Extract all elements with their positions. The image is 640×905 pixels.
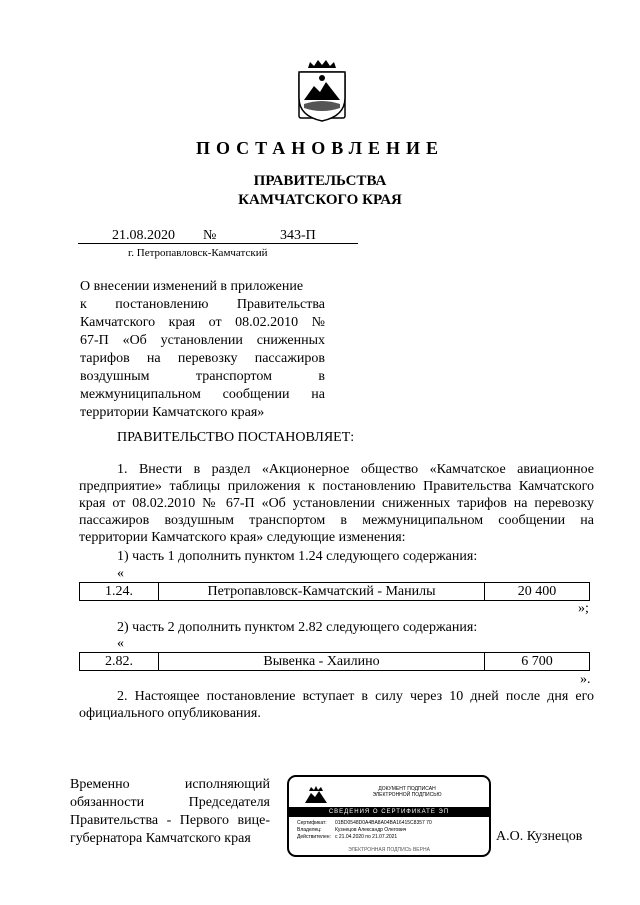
stamp-value: Кузнецов Александр Олегович	[335, 827, 407, 833]
subject-line: к постановлению Правительства	[80, 297, 325, 312]
stamp-header-line: ЭЛЕКТРОННОЙ ПОДПИСЬЮ	[372, 792, 442, 798]
subject-line: тарифов на перевозку пассажиров	[80, 351, 325, 366]
route-name: Вывенка - Хаилино	[159, 653, 485, 671]
row-number: 2.82.	[80, 653, 159, 671]
tariff-price: 6 700	[485, 653, 590, 671]
emblem-icon	[303, 785, 329, 805]
subject-line: Камчатского края от 08.02.2010 №	[80, 315, 325, 330]
table-row	[80, 583, 590, 601]
close-quote-2: ».	[580, 672, 591, 687]
subject-line: 67-П «Об установлении сниженных	[80, 333, 325, 348]
open-quote-2: «	[117, 636, 124, 651]
subject-line: О внесении изменений в приложение	[80, 279, 304, 294]
tariff-table-1	[79, 582, 590, 601]
city-label: г. Петропавловск-Камчатский	[128, 247, 268, 259]
close-quote-1: »;	[578, 601, 589, 616]
item-2-text: 2) часть 2 дополнить пунктом 2.82 следующего содержания:	[117, 620, 478, 635]
subject-line: межмуниципальном сообщении на	[80, 387, 325, 402]
decree-heading: ПРАВИТЕЛЬСТВО ПОСТАНОВЛЯЕТ:	[117, 430, 355, 445]
item-1-text: 1) часть 1 дополнить пунктом 1.24 следующего содержания:	[117, 549, 478, 564]
header-underline	[78, 243, 358, 244]
stamp-header	[337, 786, 477, 798]
stamp-title-bar: СВЕДЕНИЯ О СЕРТИФИКАТЕ ЭП	[289, 807, 489, 817]
stamp-header-line: ДОКУМЕНТ ПОДПИСАН	[378, 786, 436, 792]
number-sign: №	[203, 228, 217, 243]
table-row	[80, 653, 590, 671]
stamp-footer: ЭЛЕКТРОННАЯ ПОДПИСЬ ВЕРНА	[348, 847, 430, 853]
document-subject	[80, 278, 325, 422]
tariff-table-2	[79, 652, 590, 671]
stamp-row	[297, 827, 432, 834]
document-title: ПОСТАНОВЛЕНИЕ	[195, 138, 445, 158]
stamp-row	[297, 834, 432, 841]
position-line: Правительства - Первого вице-	[70, 813, 270, 828]
paragraph-2: 2. Настоящее постановление вступает в силу через 10 дней после дня его официального опубликования.	[79, 689, 594, 721]
electronic-signature-stamp	[287, 775, 491, 857]
org-name-line1: ПРАВИТЕЛЬСТВА	[253, 173, 387, 189]
stamp-value: 01BD0548D0A4BA8A04BA16415C8357 70	[335, 820, 432, 826]
stamp-row	[297, 820, 432, 827]
subject-line: воздушным транспортом в	[80, 369, 325, 384]
position-line: Временно исполняющий	[70, 777, 270, 792]
document-date: 21.08.2020	[112, 228, 175, 243]
org-name-line2: КАМЧАТСКОГО КРАЯ	[238, 192, 402, 208]
paragraph-1: 1. Внести в раздел «Акционерное общество «Камчатское авиационное предприятие» таблицы приложения к постановлению Правительства Камчатского края от 08.02.2010 № 67-П «Об установлении сниженных тарифов на перевозку пассажиров воздушным транспортом в межмуниципальном сообщении на территории Камчатского края» следующие изменения:	[79, 462, 594, 545]
stamp-value: с 21.04.2020 по 21.07.2021	[335, 834, 398, 840]
coat-of-arms-emblem	[296, 58, 348, 122]
position-line: губернатора Камчатского края	[70, 831, 251, 846]
stamp-key: Действителен:	[297, 834, 331, 840]
signatory-position	[70, 776, 270, 848]
document-number: 343-П	[280, 228, 316, 243]
tariff-price: 20 400	[485, 583, 590, 601]
stamp-details	[297, 820, 432, 841]
signatory-name: А.О. Кузнецов	[496, 829, 583, 844]
stamp-key: Сертификат:	[297, 820, 327, 826]
position-line: обязанности Председателя	[70, 795, 270, 810]
stamp-key: Владелец:	[297, 827, 322, 833]
subject-line: территории Камчатского края»	[80, 405, 265, 420]
route-name: Петропавловск-Камчатский - Манилы	[159, 583, 485, 601]
open-quote-1: «	[117, 566, 124, 581]
row-number: 1.24.	[80, 583, 159, 601]
